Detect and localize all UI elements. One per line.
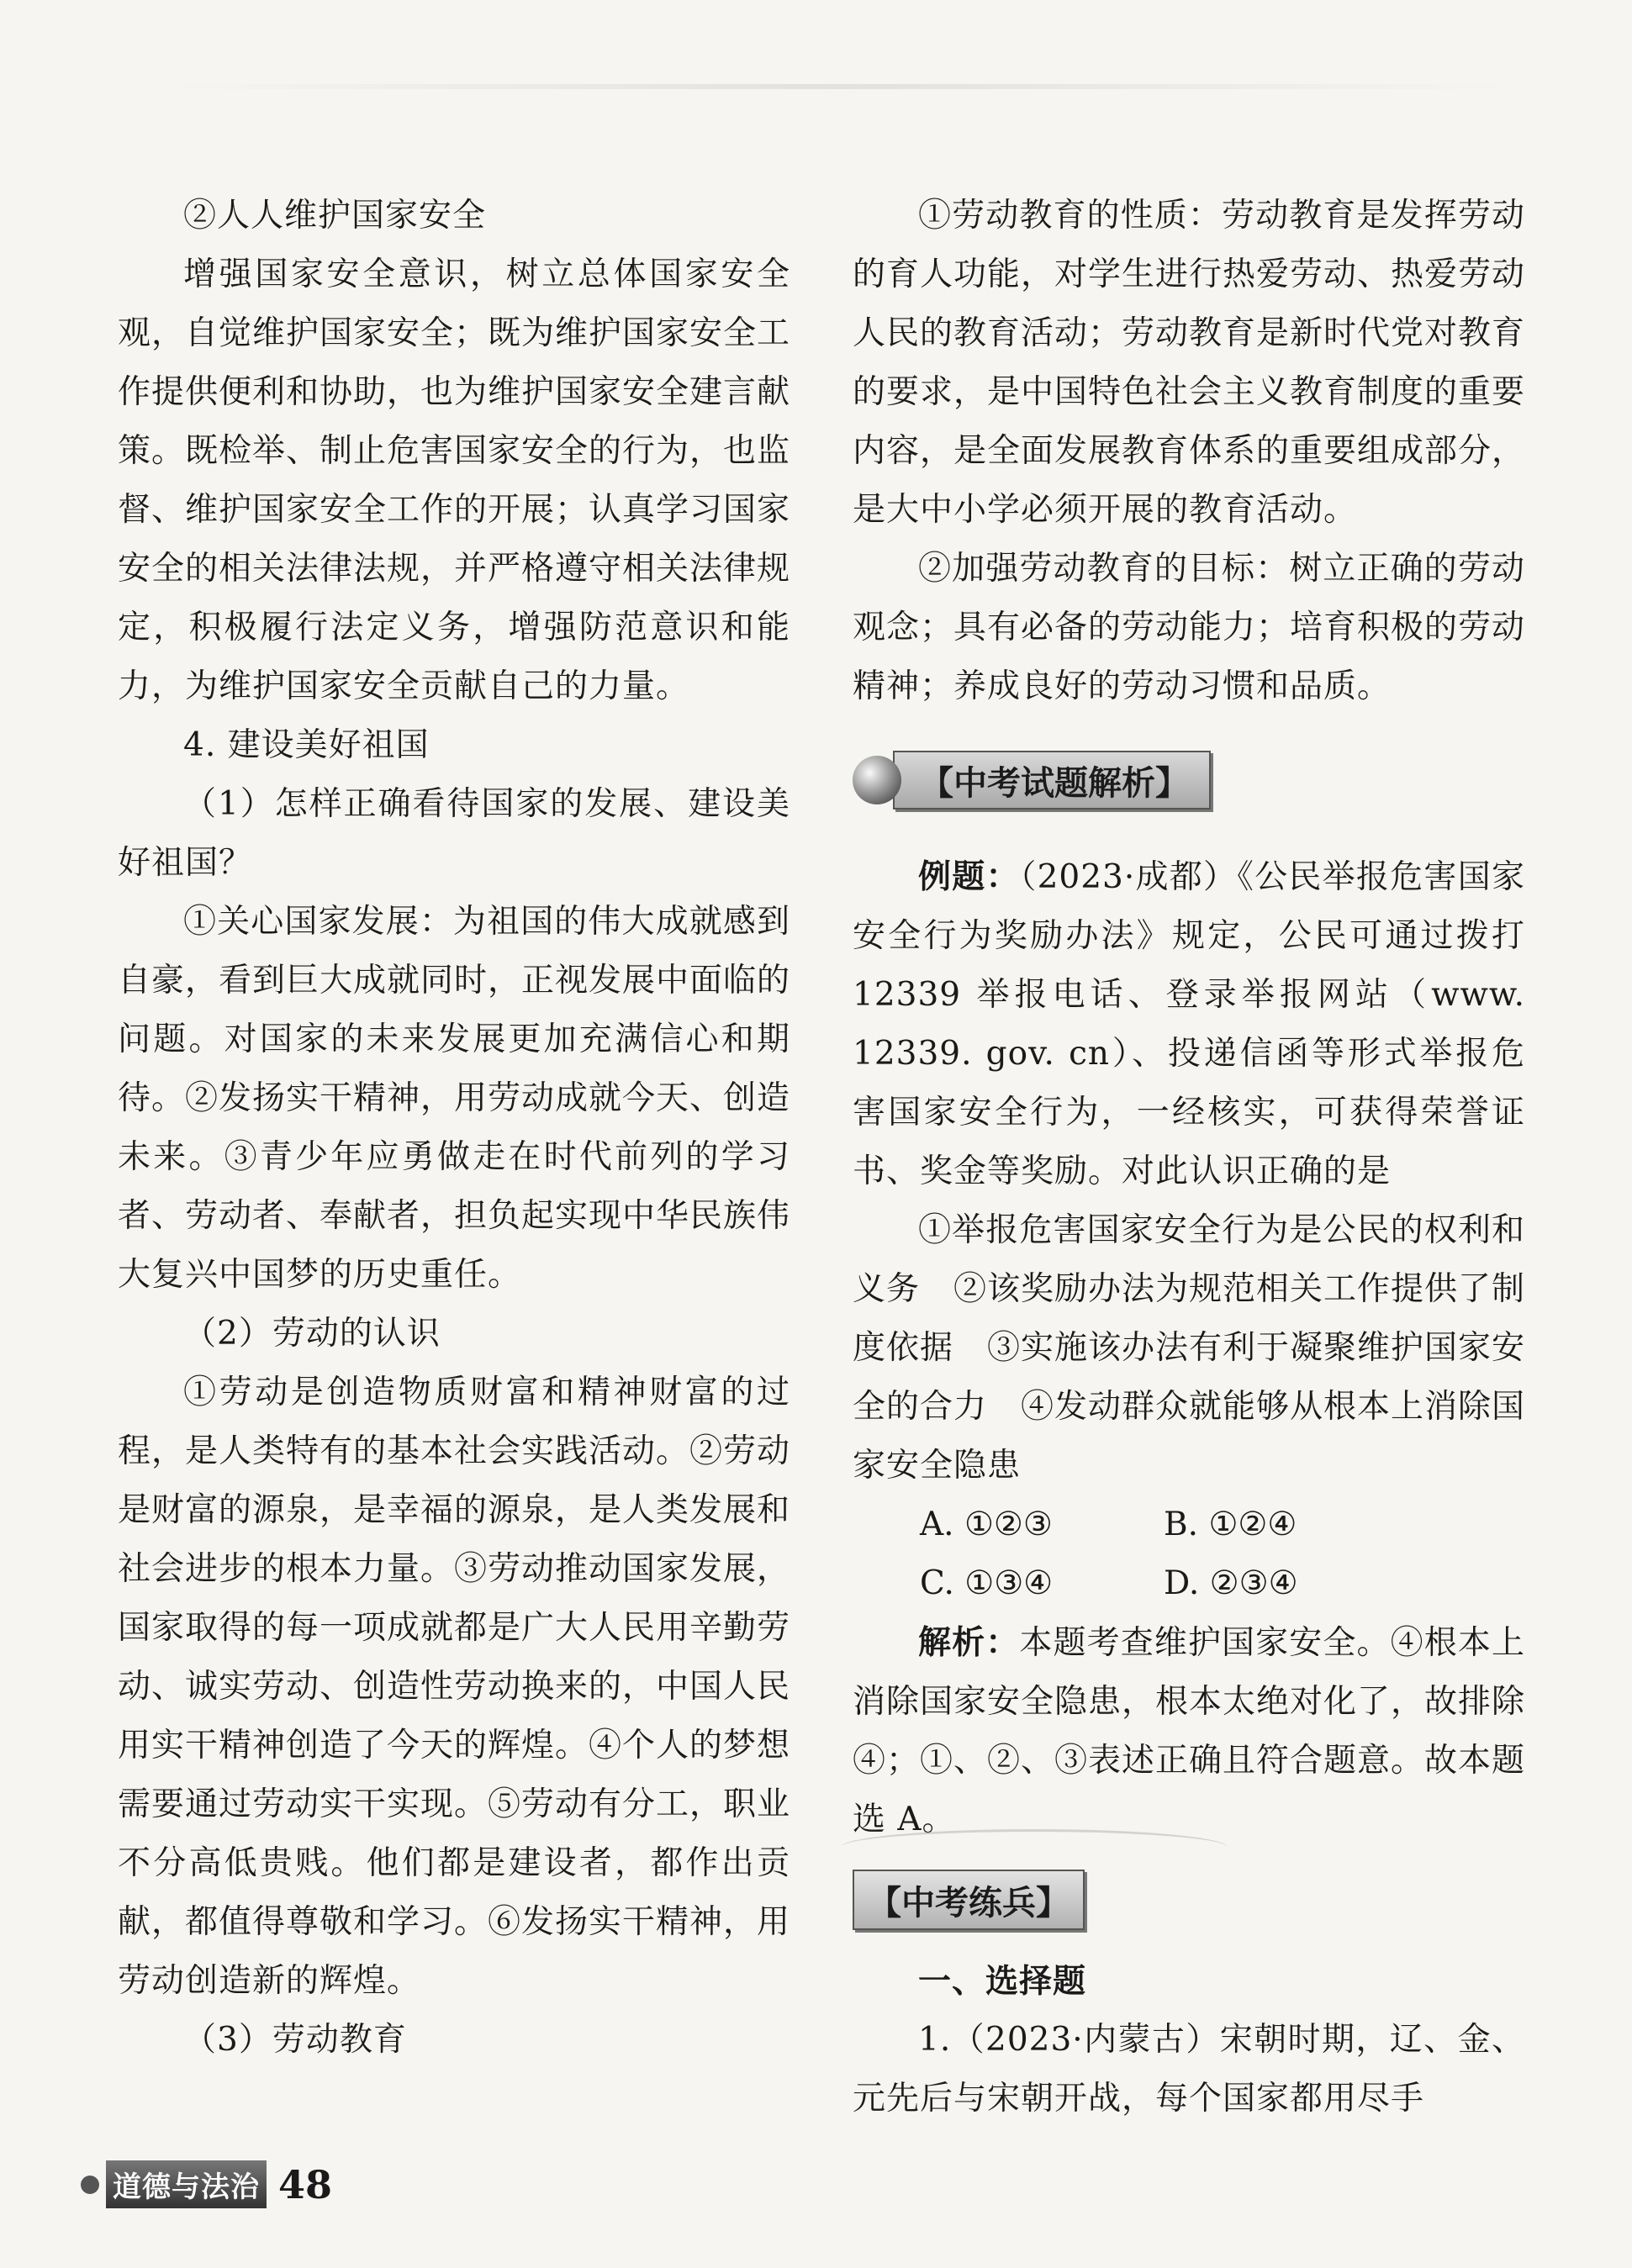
left-para-1: ②人人维护国家安全 <box>183 197 487 235</box>
left-subheading-3: （3）劳动教育 <box>183 2021 407 2059</box>
left-para-4: ①劳动是创造物质财富和精神财富的过程，是人类特有的基本社会实践活动。②劳动是财富的源泉，是幸福的源泉，是人类发展和社会进步的根本力量。③劳动推动国家发展，国家取得的每一项成就都是广大人民用辛勤劳动、诚实劳动、创造性劳动换来的，中国人民用实干精神创造了今天的辉煌。④个人的梦想需要通过劳动实干实现。⑤劳动有分工，职业不分高低贵贱。他们都是建设者，都作出贡献，都值得尊敬和学习。⑥发扬实干精神，用劳动创造新的辉煌。 <box>118 1374 791 2000</box>
decorative-swoosh <box>841 1829 1228 1865</box>
section-title: 【中考试题解析】 <box>893 751 1211 810</box>
top-scan-line <box>168 84 1513 89</box>
option-b: B. ①②④ <box>1164 1506 1297 1543</box>
left-column <box>118 187 790 2070</box>
right-para-1: ①劳动教育的性质：劳动教育是发挥劳动的育人功能，对学生进行热爱劳动、热爱劳动人民的教育活动；劳动教育是新时代党对教育的要求，是中国特色社会主义教育制度的重要内容，是全面发展教育体系的重要组成部分，是大中小学必须开展的教育活动。 <box>853 197 1526 529</box>
page-footer <box>81 2160 332 2208</box>
statements: ①举报危害国家安全行为是公民的权利和义务 ②该奖励办法为规范相关工作提供了制度依据 ③实施该办法有利于凝聚维护国家安全的合力 ④发动群众就能够从根本上消除国家安全隐患 <box>853 1211 1526 1485</box>
question-type-heading: 一、选择题 <box>918 1962 1087 2001</box>
analysis <box>853 1613 1525 1849</box>
section-banner-practice: 【中考练兵】 <box>853 1870 1085 1930</box>
option-a: A. ①②③ <box>920 1506 1053 1543</box>
analysis-text: 本题考查维护国家安全。④根本上消除国家安全隐患，根本太绝对化了，故排除④；①、②、③表述正确且符合题意。故本题选 A。 <box>853 1624 1526 1838</box>
example-question <box>853 847 1525 1201</box>
ball-icon <box>853 756 901 804</box>
footer-dot-icon <box>81 2176 99 2194</box>
option-c: C. ①③④ <box>920 1564 1054 1602</box>
options-row-2 <box>853 1554 1525 1613</box>
left-heading-4: 4. 建设美好祖国 <box>183 726 430 764</box>
question-1: 1.（2023·内蒙古）宋朝时期，辽、金、元先后与宋朝开战，每个国家都用尽手 <box>853 2021 1525 2118</box>
right-para-2: ②加强劳动教育的目标：树立正确的劳动观念；具有必备的劳动能力；培育积极的劳动精神；养成良好的劳动习惯和品质。 <box>853 550 1526 705</box>
left-subheading-1: （1）怎样正确看待国家的发展、建设美好祖国？ <box>118 785 790 882</box>
option-d: D. ②③④ <box>1164 1564 1298 1602</box>
example-label: 例题： <box>918 857 1020 896</box>
subject-tag: 道德与法治 <box>106 2160 267 2208</box>
page-number: 48 <box>278 2161 333 2207</box>
left-para-3: ①关心国家发展：为祖国的伟大成就感到自豪，看到巨大成就同时，正视发展中面临的问题。对国家的未来发展更加充满信心和期待。②发扬实干精神，用劳动成就今天、创造未来。③青少年应勇做走在时代前列的学习者、劳动者、奉献者，担负起实现中华民族伟大复兴中国梦的历史重任。 <box>118 903 791 1294</box>
analysis-label: 解析： <box>918 1623 1020 1662</box>
left-para-2: 增强国家安全意识，树立总体国家安全观，自觉维护国家安全；既为维护国家安全工作提供便利和协助，也为维护国家安全建言献策。既检举、制止危害国家安全的行为，也监督、维护国家安全工作的开展；认真学习国家安全的相关法律法规，并严格遵守相关法律规定，积极履行法定义务，增强防范意识和能力，为维护国家安全贡献自己的力量。 <box>118 256 791 705</box>
left-subheading-2: （2）劳动的认识 <box>183 1315 441 1353</box>
example-text: （2023·成都）《公民举报危害国家安全行为奖励办法》规定，公民可通过拨打 12339 举报电话、登录举报网站（www. 12339. gov. cn）、投递信函等形式举报危害国家安全行为，一经核实，可获得荣誉证书、奖金等奖励。对此认识正确的是 <box>853 858 1525 1190</box>
section-banner-exam-analysis <box>853 746 1525 814</box>
options-row-1 <box>853 1495 1525 1554</box>
